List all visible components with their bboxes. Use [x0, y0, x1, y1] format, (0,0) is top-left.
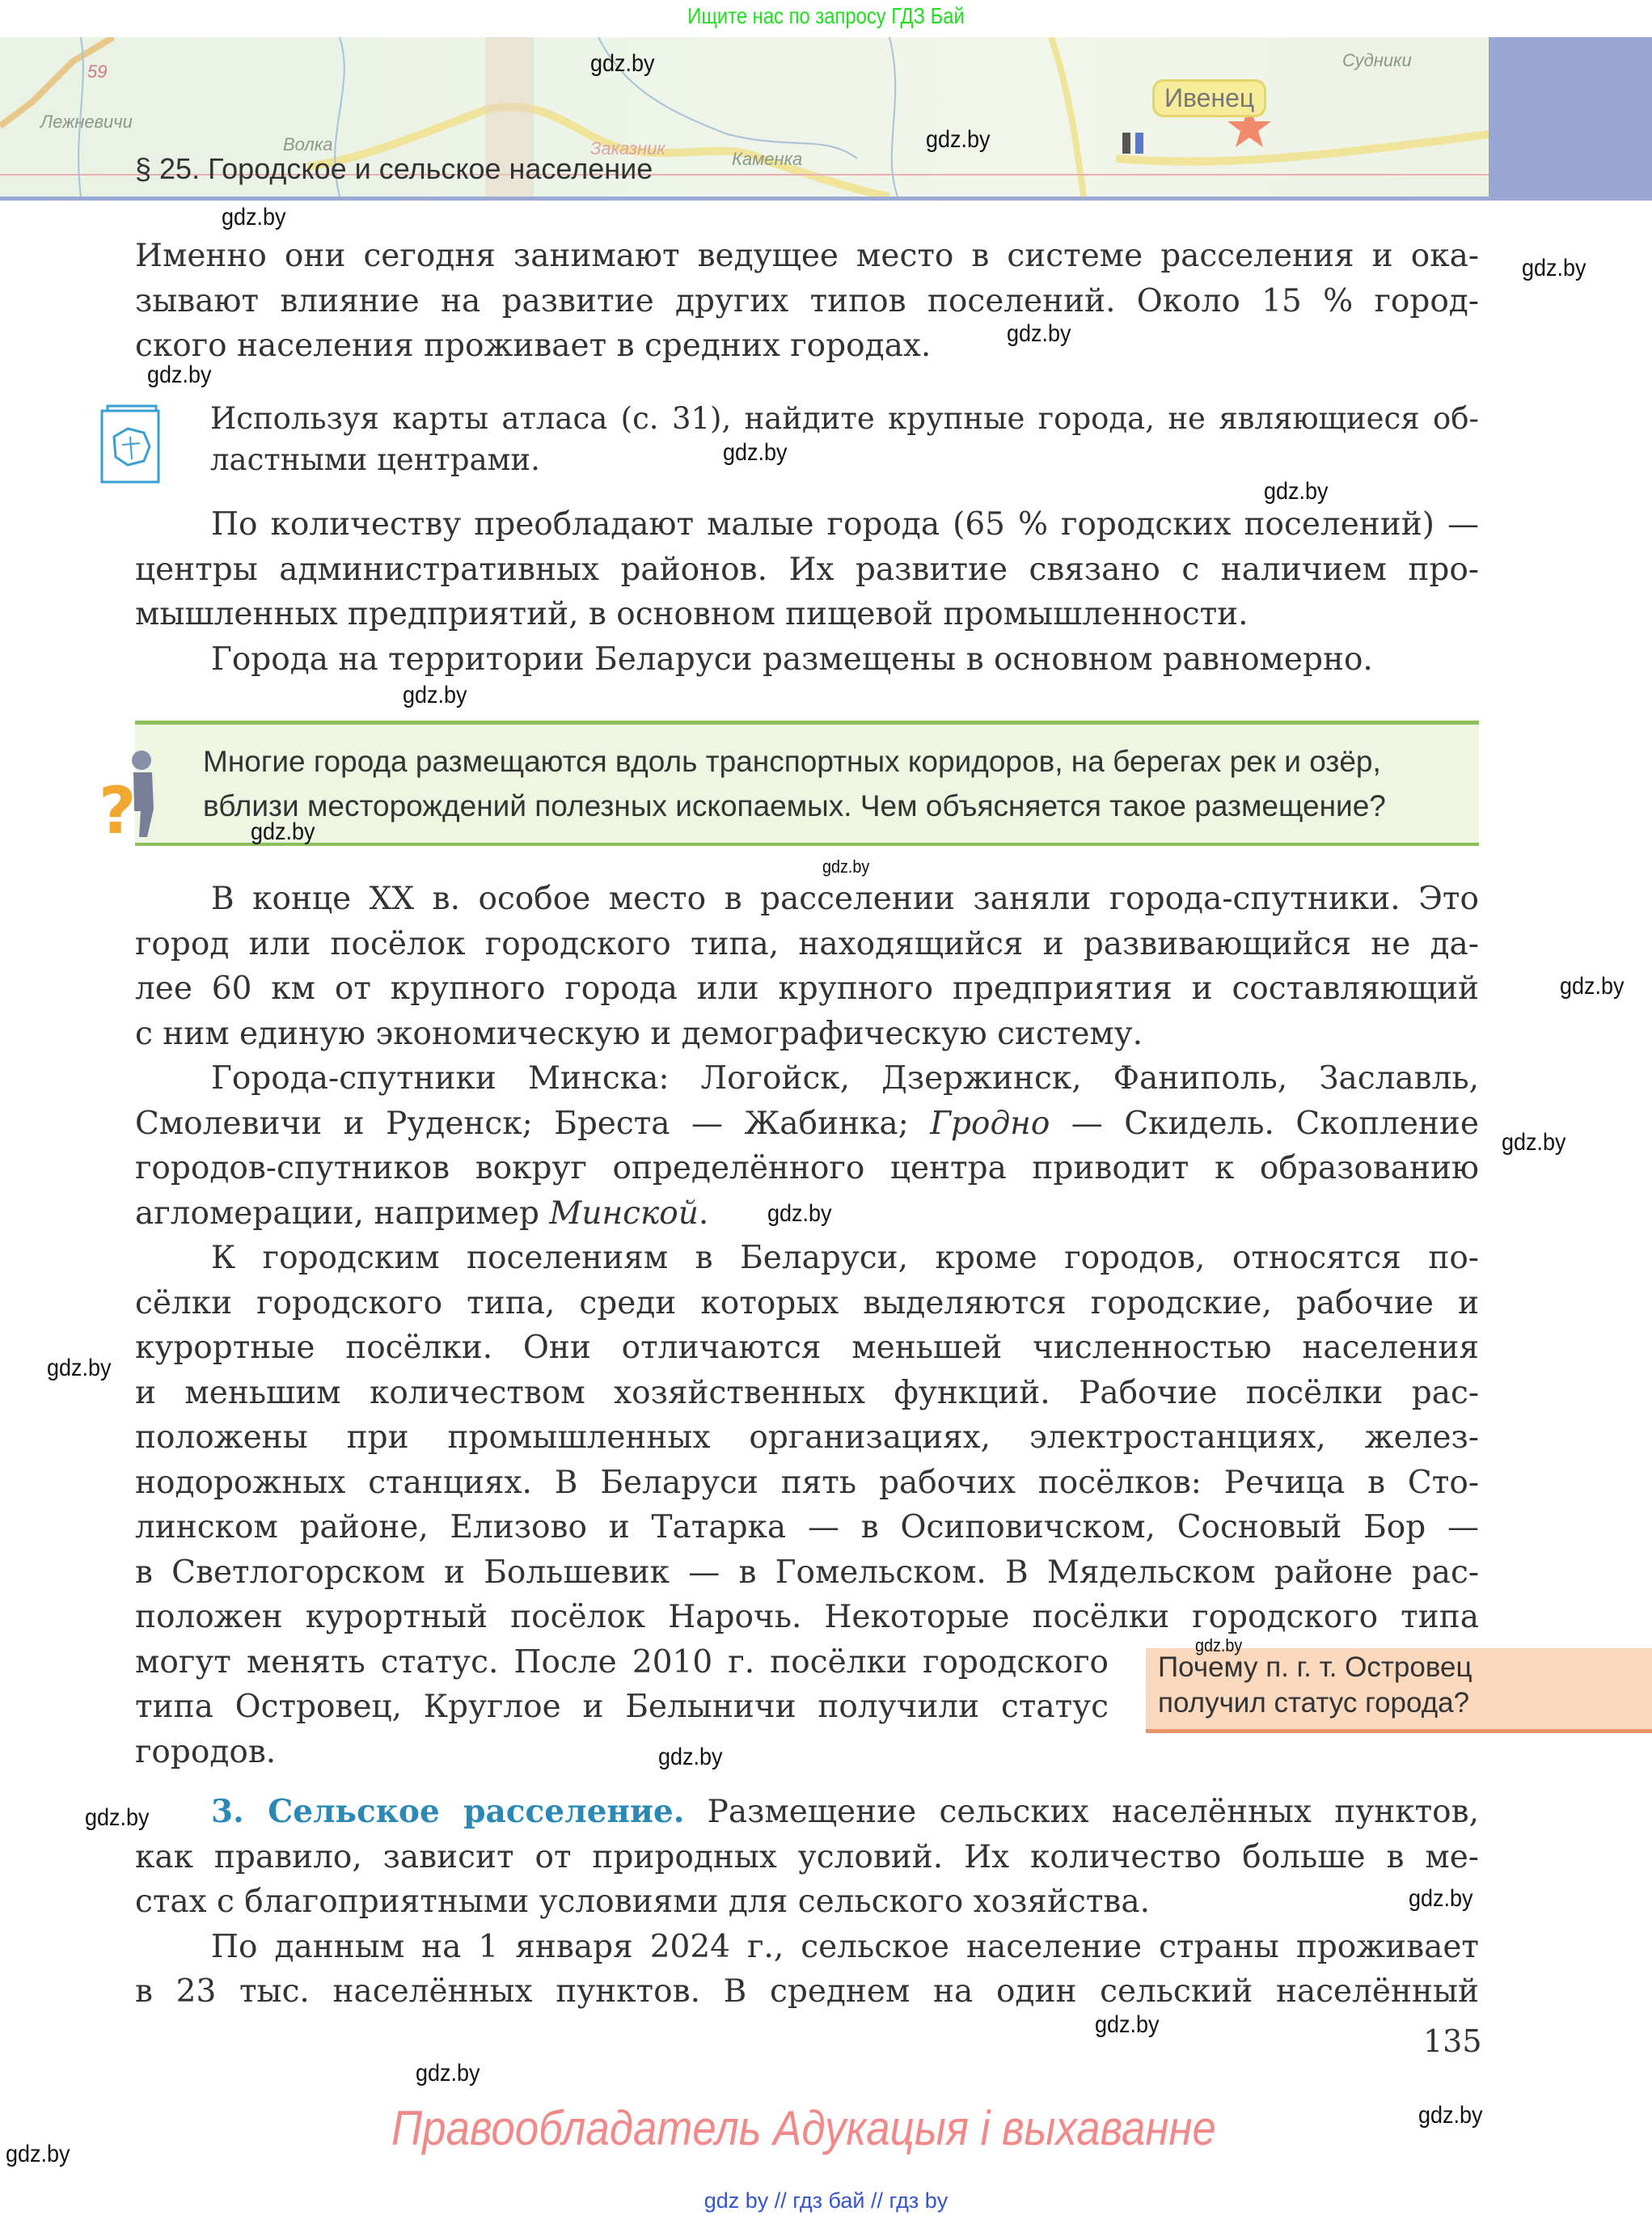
text-line: зывают влияние на развитие других типов поселений. Около 15 % город-: [135, 282, 1479, 319]
watermark: gdz.by: [251, 818, 315, 845]
subsection-heading: 3. Сельское расселение.: [211, 1793, 685, 1830]
text-segment: агломерации, например: [135, 1194, 550, 1232]
text-line: Города-спутники Минска: Логойск, Дзержинск, Фаниполь, Заславль,: [211, 1060, 1479, 1097]
text-segment: .: [698, 1194, 709, 1232]
text-line: [135, 1790, 1479, 1835]
watermark: gdz.by: [416, 2060, 480, 2087]
watermark: gdz.by: [1409, 1885, 1473, 1912]
search-hint: Ищите нас по запросу ГДЗ Бай: [687, 3, 965, 28]
text-line: городов-спутников вокруг определённого центра приводит к образованию: [135, 1150, 1479, 1186]
italic-text: Минской: [549, 1194, 699, 1232]
text-line: с ним единую экономическую и демографическую систему.: [135, 1015, 1143, 1052]
text-line: ластными центрами.: [210, 442, 540, 477]
text-line: центры административных районов. Их развитие связано с наличием про-: [135, 551, 1479, 588]
section-title: § 25. Городское и сельское население: [135, 152, 653, 185]
rights-holder: Правообладатель Адукацыя і выхаванне: [391, 2101, 1216, 2155]
text-line: в Светлогорском и Большевик — в Гомельском. В Мядельском районе рас-: [135, 1554, 1479, 1591]
text-line: лее 60 км от крупного города или крупного предприятия и составляющий: [135, 970, 1479, 1007]
map-label-ivenets: Ивенец: [1152, 79, 1266, 117]
map-label: 59: [87, 61, 108, 82]
text-line: в 23 тыс. населённых пунктов. В среднем на один сельский населённый: [135, 1973, 1479, 2010]
text-line: и меньшим количеством хозяйственных функций. Рабочие посёлки рас-: [135, 1374, 1479, 1411]
watermark: gdz.by: [403, 682, 467, 708]
watermark: gdz.by: [723, 439, 788, 466]
text-line: сёлки городского типа, среди которых выделяются городские, рабочие и: [135, 1284, 1479, 1321]
map-label: Судники: [1342, 50, 1412, 70]
paragraph-block: [135, 234, 1479, 369]
atlas-task-icon: [99, 404, 163, 485]
text-line: положены при промышленных организациях, электростанциях, желез-: [135, 1419, 1479, 1456]
watermark: gdz.by: [1418, 2102, 1483, 2129]
text-line: положен курортный посёлок Нарочь. Некоторые посёлки городского типа: [135, 1599, 1479, 1635]
map-label: Лежневичи: [40, 112, 133, 132]
watermark: gdz.by: [1502, 1129, 1566, 1156]
watermark: gdz.by: [1560, 973, 1625, 1000]
text-line: нодорожных станциях. В Беларуси пять рабочих посёлков: Речица в Сто-: [135, 1464, 1479, 1501]
text-line: город или посёлок городского типа, находящийся и развивающийся не да-: [135, 925, 1479, 962]
map-label: Волка: [283, 134, 333, 154]
italic-text: Гродно: [930, 1105, 1050, 1142]
watermark: gdz.by: [47, 1355, 112, 1381]
text-line: [135, 1101, 1479, 1147]
text-line: могут менять статус. После 2010 г. посёлки городского: [135, 1643, 1109, 1681]
text-line: мышленных предприятий, в основном пищевой промышленности.: [135, 596, 1249, 632]
watermark: gdz.by: [926, 126, 991, 153]
text-segment: Смолевичи и Руденск; Бреста — Жабинка;: [135, 1105, 931, 1142]
watermark: gdz.by: [767, 1200, 832, 1227]
paragraph-block: [135, 877, 1479, 1774]
paragraph-block: [135, 1790, 1479, 2015]
bottom-links[interactable]: gdz by // гдз бай // гдз by: [703, 2188, 949, 2213]
text-line: городов.: [135, 1733, 277, 1770]
text-line: По данным на 1 января 2024 г., сельское население страны проживает: [211, 1928, 1479, 1965]
watermark: gdz.by: [147, 362, 212, 388]
text-line: как правило, зависит от природных условий. Их количество больше в ме-: [135, 1838, 1479, 1875]
watermark: gdz.by: [590, 50, 655, 77]
page-number: 135: [1423, 2023, 1482, 2059]
paragraph-block: [135, 502, 1479, 682]
side-question-text: [1158, 1650, 1472, 1721]
text-line: Почему п. г. т. Островец: [1158, 1651, 1472, 1683]
text-line: По количеству преобладают малые города (65 % городских поселений) —: [211, 506, 1479, 543]
map-label: Заказник: [590, 138, 665, 159]
question-text: [203, 739, 1464, 828]
watermark: gdz.by: [1095, 2011, 1160, 2038]
header-color-block: [1489, 37, 1652, 197]
watermark: gdz.by: [658, 1744, 723, 1770]
text-line: стах с благоприятными условиями для сельского хозяйства.: [135, 1884, 1151, 1920]
text-line: Многие города размещаются вдоль транспортных коридоров, на берегах рек и озёр,: [203, 745, 1381, 778]
text-line: К городским поселениям в Беларуси, кроме городов, относятся по-: [211, 1240, 1479, 1276]
question-figure-icon: [97, 748, 170, 841]
watermark: gdz.by: [222, 204, 286, 230]
svg-text:?: ?: [99, 773, 137, 841]
text-line: получил статус города?: [1158, 1687, 1470, 1719]
text-line: В конце XX в. особое место в расселении заняли города-спутники. Это: [211, 881, 1479, 917]
map-label: Каменка: [732, 149, 803, 169]
text-segment: Размещение сельских населённых пунктов,: [684, 1794, 1479, 1830]
watermark: gdz.by: [1264, 478, 1329, 505]
text-line: курортные посёлки. Они отличаются меньшей численностью населения: [135, 1330, 1479, 1366]
atlas-task: [210, 398, 1479, 480]
watermark: gdz.by: [85, 1804, 150, 1831]
text-line: ского населения проживает в средних городах.: [135, 328, 932, 364]
text-line: линском районе, Елизово и Татарка — в Осиповичском, Сосновый Бор —: [135, 1509, 1479, 1545]
text-line: Именно они сегодня занимают ведущее место в системе расселения и ока-: [135, 238, 1479, 274]
text-line: Используя карты атласа (с. 31), найдите крупные города, не являющиеся об-: [210, 401, 1479, 436]
watermark: gdz.by: [1195, 1635, 1243, 1655]
text-segment: — Скидель. Скопление: [1050, 1105, 1479, 1142]
text-line: вблизи месторождений полезных ископаемых. Чем объясняется такое размещение?: [203, 789, 1386, 822]
watermark: gdz.by: [1007, 320, 1071, 347]
text-line: Города на территории Беларуси размещены в основном равномерно.: [211, 641, 1373, 678]
watermark: gdz.by: [1522, 255, 1587, 281]
header-divider: [0, 197, 1652, 201]
text-line: типа Островец, Круглое и Белыничи получили статус: [135, 1689, 1109, 1725]
watermark: gdz.by: [6, 2141, 70, 2167]
watermark: gdz.by: [822, 856, 870, 877]
